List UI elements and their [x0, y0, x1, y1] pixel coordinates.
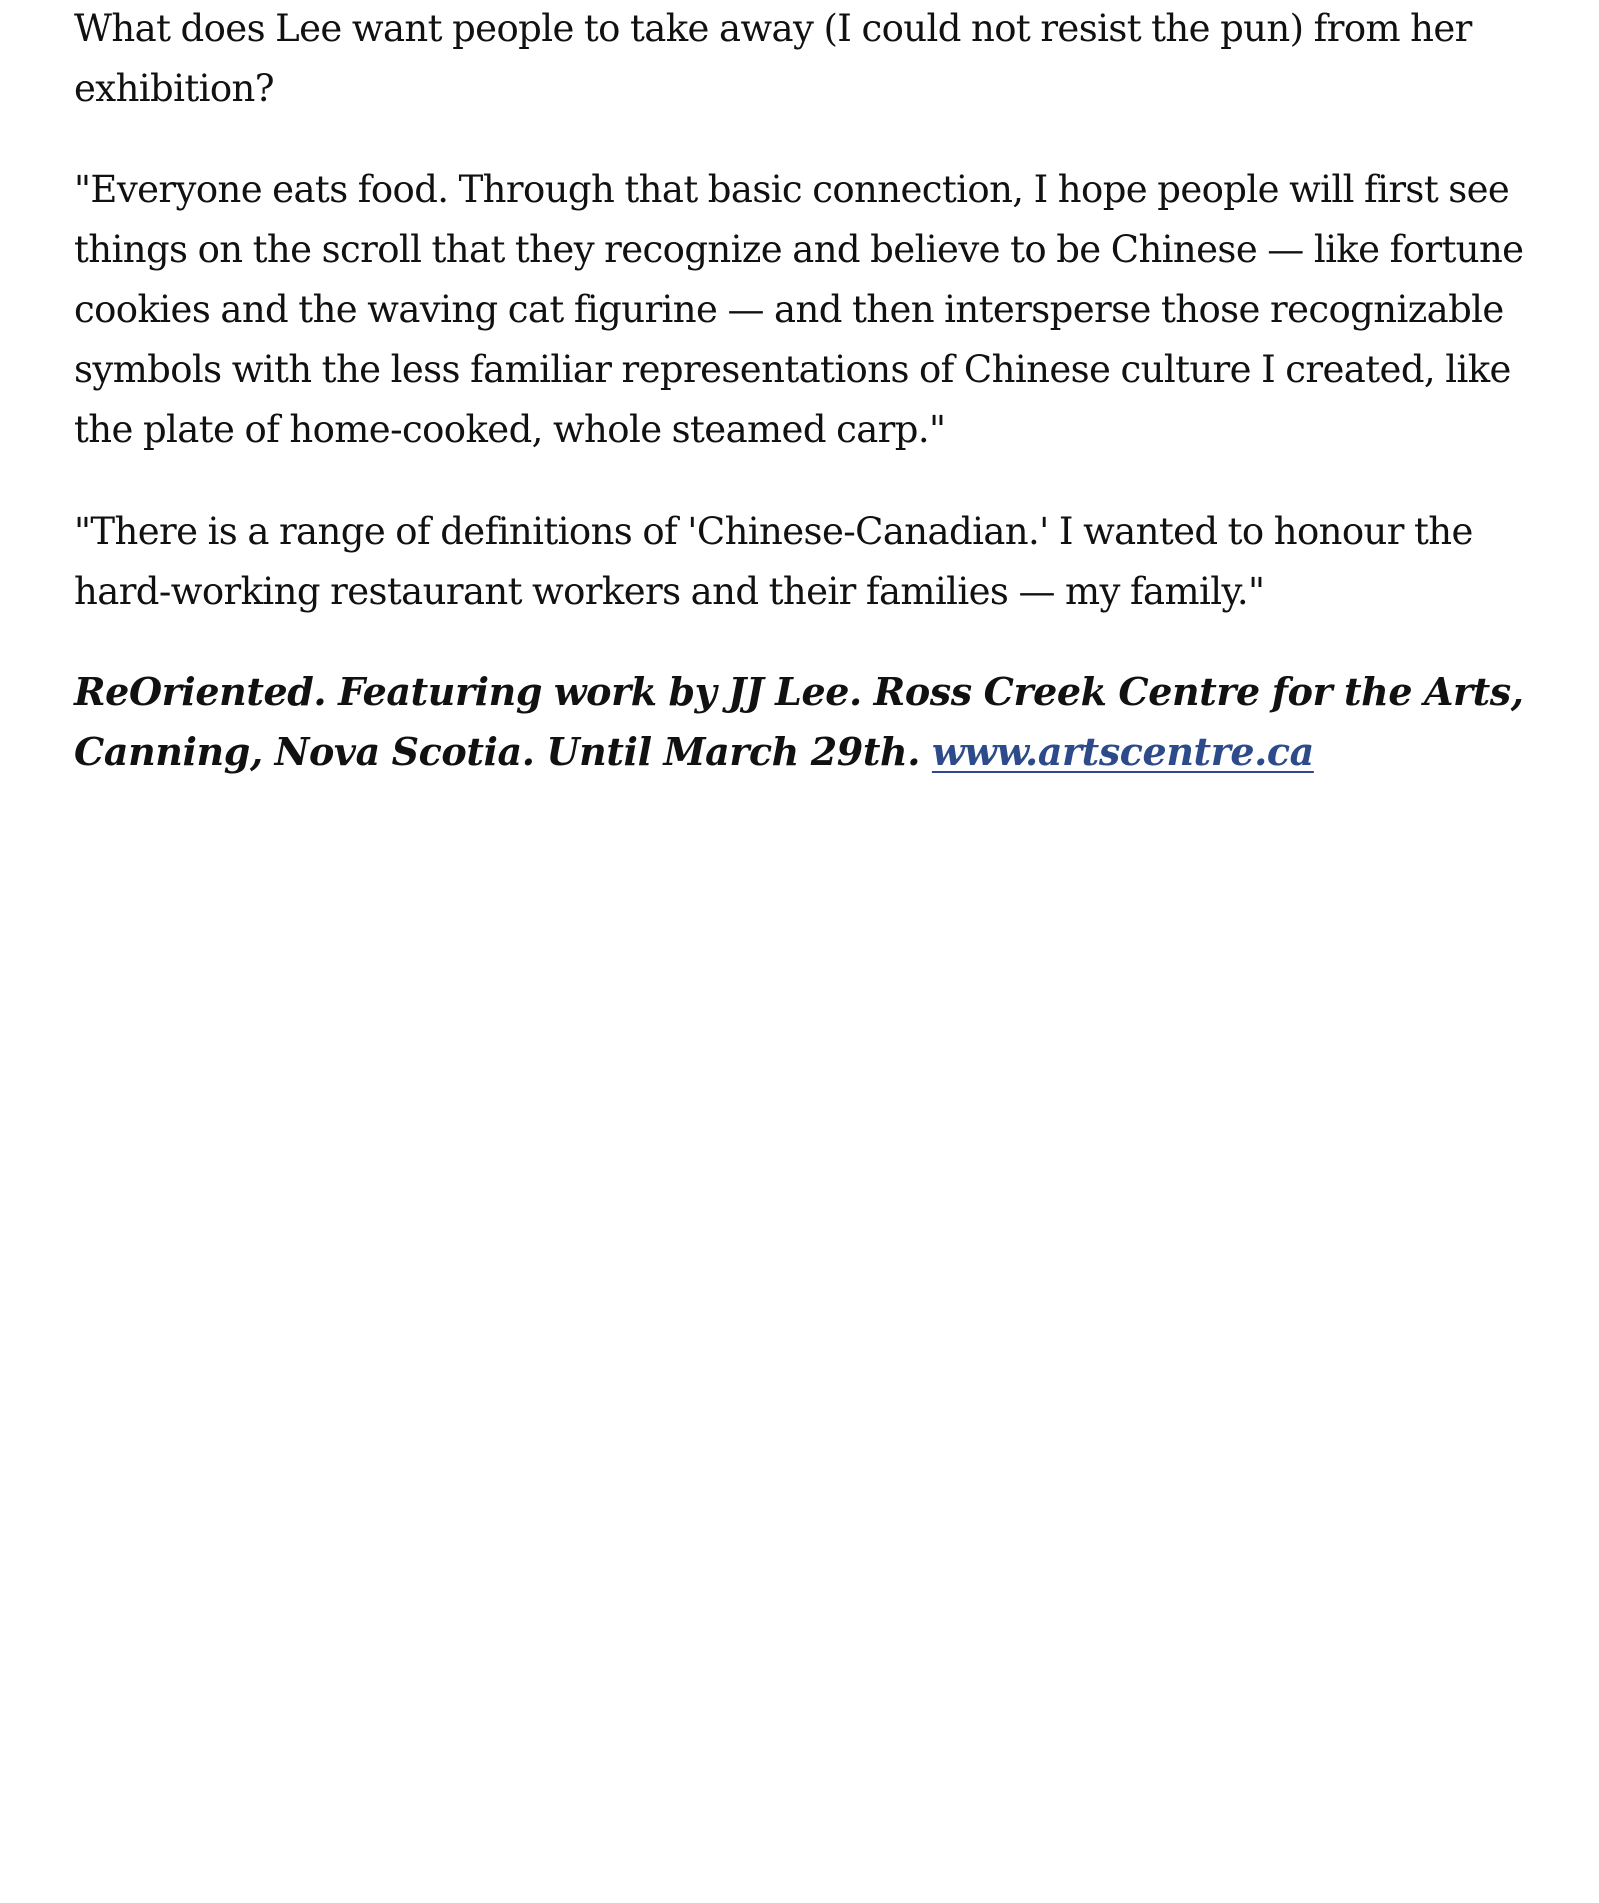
artscentre-link[interactable]: www.artscentre.ca — [931, 729, 1314, 774]
paragraph-quote-definitions: "There is a range of definitions of 'Chinese-Canadian.' I wanted to honour the hard-working restaurant workers and their families — my family." — [74, 510, 1473, 613]
paragraph-question: What does Lee want people to take away (I could not resist the pun) from her exhibition? — [74, 7, 1472, 110]
paragraph-quote-food: "Everyone eats food. Through that basic connection, I hope people will first see things on the scroll that they recognize and believe to be Chinese — like fortune cookies and the waving cat figurine — and then intersperse those recognizable symbols with the less familiar representations of Chinese culture I created, like the plate of home-cooked, whole steamed carp." — [74, 168, 1524, 451]
exhibition-credits — [74, 662, 1524, 782]
exhibition-credits-text: ReOriented. Featuring work by JJ Lee. Ross Creek Centre for the Arts, Canning, Nova Scotia. Until March 29th. — [74, 669, 1524, 774]
